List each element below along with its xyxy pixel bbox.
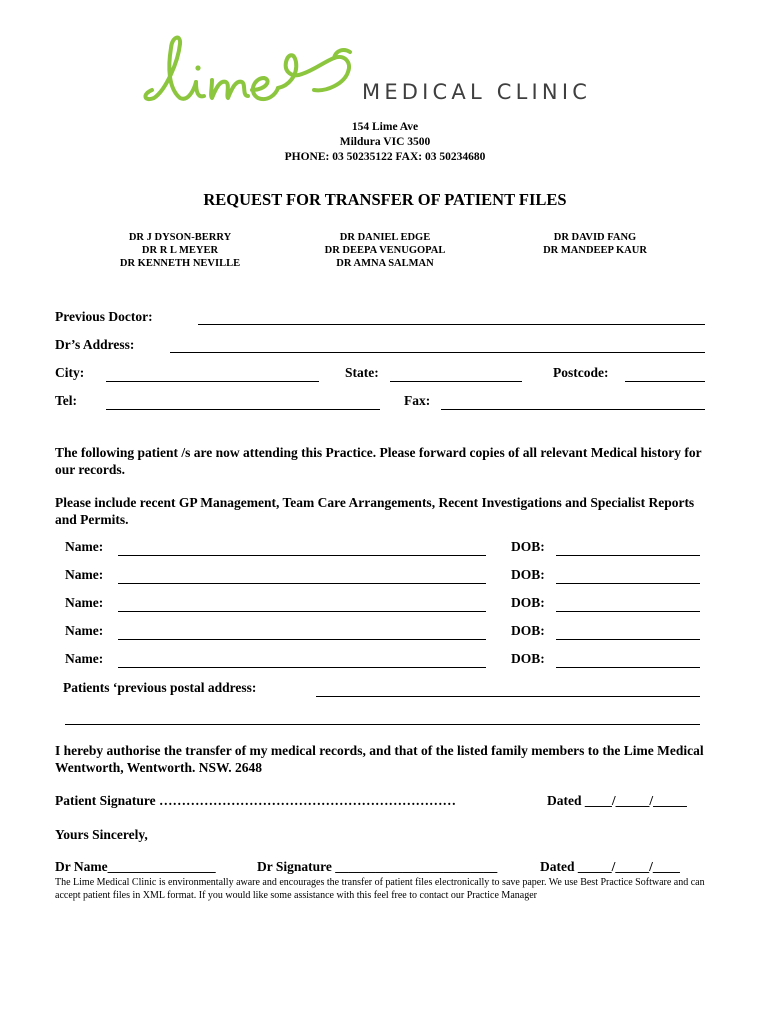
contact-line: PHONE: 03 50235122 FAX: 03 50234680 [284, 151, 486, 163]
patient-dob-field[interactable] [556, 611, 700, 612]
dob-label: DOB: [511, 539, 545, 554]
dated-field-2[interactable]: Dated _____/_____/____ [540, 859, 680, 874]
doctors-column-1 [95, 231, 265, 270]
postcode-label: Postcode: [553, 365, 609, 380]
yours-sincerely: Yours Sincerely, [55, 827, 148, 842]
postal-address-field-2[interactable] [65, 724, 700, 725]
instruction-paragraph-2: Please include recent GP Management, Team Care Arrangements, Recent Investigations and Specialist Reports and Permits. [55, 495, 695, 527]
tel-label: Tel: [55, 393, 78, 408]
dated-field-1[interactable]: Dated ____/_____/_____ [547, 793, 687, 808]
address-line-2: Mildura VIC 3500 [339, 136, 431, 148]
patient-name-field[interactable] [118, 611, 486, 612]
address-line-1: 154 Lime Ave [351, 121, 419, 133]
previous-doctor-label: Previous Doctor: [55, 309, 153, 324]
address-field[interactable] [170, 352, 705, 353]
patient-name-field[interactable] [118, 555, 486, 556]
dob-label: DOB: [511, 651, 545, 666]
doctor-name: DR KENNETH NEVILLE [119, 258, 241, 269]
instruction-paragraph-1: The following patient /s are now attending this Practice. Please forward copies of all relevant Medical history for our records. [55, 445, 702, 477]
name-label: Name: [65, 539, 104, 554]
city-field[interactable] [106, 381, 319, 382]
state-field[interactable] [390, 381, 522, 382]
dr-signature-field[interactable]: Dr Signature ________________________ [257, 859, 498, 874]
state-label: State: [345, 365, 379, 380]
doctor-name: DR R L MEYER [141, 245, 219, 256]
postcode-field[interactable] [625, 381, 705, 382]
doctors-column-2 [300, 231, 470, 270]
authorisation-statement: I hereby authorise the transfer of my medical records, and that of the listed family members to the Lime Medical Wentworth, Wentworth. NSW. 2648 [55, 743, 704, 775]
patient-dob-field[interactable] [556, 667, 700, 668]
patient-signature-field[interactable]: Patient Signature ………………………………………………………… [55, 793, 456, 808]
patient-dob-field[interactable] [556, 583, 700, 584]
name-label: Name: [65, 651, 104, 666]
patient-dob-field[interactable] [556, 639, 700, 640]
name-label: Name: [65, 595, 104, 610]
name-label: Name: [65, 623, 104, 638]
previous-doctor-field[interactable] [198, 324, 705, 325]
lime-logo [138, 32, 363, 107]
patient-name-field[interactable] [118, 583, 486, 584]
page-title: REQUEST FOR TRANSFER OF PATIENT FILES [203, 190, 567, 209]
postal-address-label: Patients ‘previous postal address: [63, 680, 257, 695]
footer-note: The Lime Medical Clinic is environmentally aware and encourages the transfer of patient files electronically to save paper. We use Best Practice Software and can accept patient files in XML format. If you would like some assistance with this feel free to contact our Practice Manager [55, 877, 705, 901]
tel-field[interactable] [106, 409, 380, 410]
patient-name-field[interactable] [118, 639, 486, 640]
patient-dob-field[interactable] [556, 555, 700, 556]
doctor-name: DR DAVID FANG [553, 232, 637, 243]
postal-address-field[interactable] [316, 696, 700, 697]
logo-dot [195, 65, 200, 70]
clinic-name: MEDICAL CLINIC [362, 80, 592, 104]
fax-label: Fax: [404, 393, 431, 408]
city-label: City: [55, 365, 85, 380]
doctor-name: DR DANIEL EDGE [339, 232, 431, 243]
doctors-column-3 [510, 231, 680, 257]
dob-label: DOB: [511, 623, 545, 638]
dr-name-field[interactable]: Dr Name________________ [55, 859, 216, 874]
doctor-name: DR DEEPA VENUGOPAL [324, 245, 446, 256]
patient-name-field[interactable] [118, 667, 486, 668]
address-label: Dr’s Address: [55, 337, 135, 352]
doctor-name: DR MANDEEP KAUR [543, 245, 647, 256]
dob-label: DOB: [511, 567, 545, 582]
doctor-name: DR J DYSON-BERRY [128, 232, 232, 243]
dob-label: DOB: [511, 595, 545, 610]
name-label: Name: [65, 567, 104, 582]
doctor-name: DR AMNA SALMAN [336, 258, 434, 269]
fax-field[interactable] [441, 409, 705, 410]
